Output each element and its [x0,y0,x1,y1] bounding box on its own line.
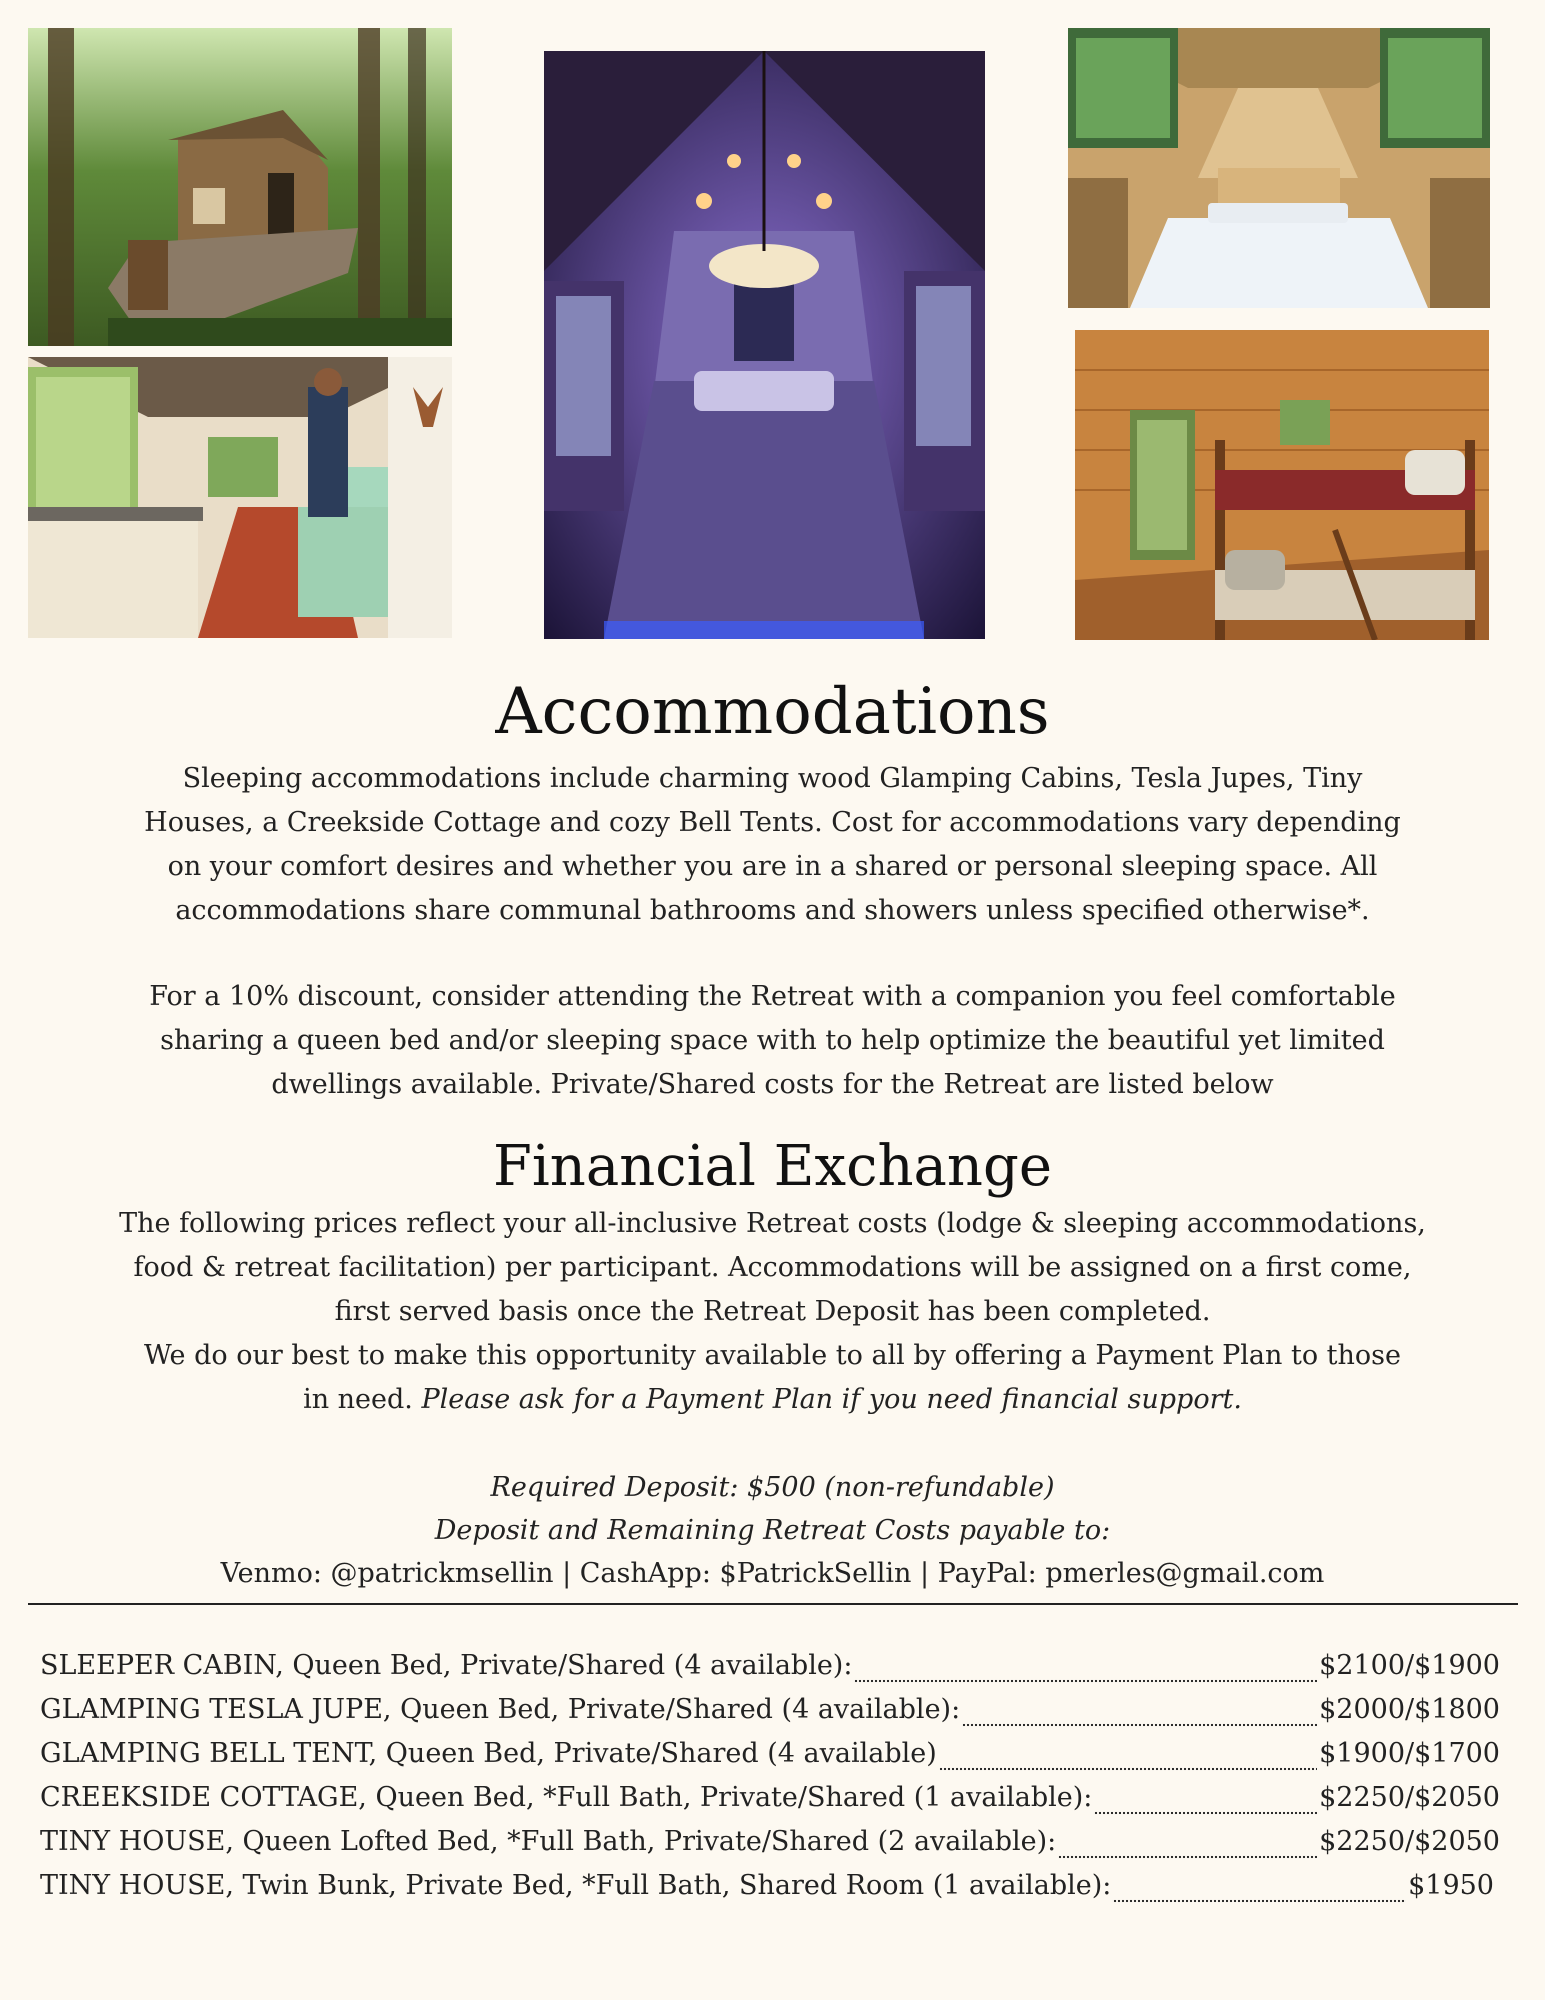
photo-loft-bedroom [544,51,985,639]
text-line-plain: in need. [303,1384,422,1415]
dot-leader [854,1679,1317,1683]
payment-plan-note: Please ask for a Payment Plan if you need financial support. [421,1384,1242,1415]
dot-leader [962,1723,1317,1727]
price-row-value: $2000/$1800 [1319,1694,1500,1725]
price-row-name: GLAMPING TESLA JUPE, Queen Bed, Private/Shared (4 available): [40,1694,961,1725]
accommodations-title: Accommodations [495,675,1050,749]
text-line: food & retreat facilitation) per participant. Accommodations will be assigned on a first come, [133,1252,1412,1283]
text-line: on your comfort desires and whether you are in a shared or personal sleeping space. All [167,851,1378,882]
dot-leader [1058,1855,1317,1859]
financial-paragraph [0,1202,1545,1422]
price-row-value: $1950 [1408,1870,1494,1901]
dot-leader [1113,1899,1406,1903]
financial-exchange-title: Financial Exchange [493,1134,1052,1199]
price-row-name: CREEKSIDE COTTAGE, Queen Bed, *Full Bath, Private/Shared (1 available): [40,1782,1093,1813]
accommodations-paragraph-1 [0,757,1545,933]
price-row [40,1782,1500,1826]
price-row-value: $2250/$2050 [1319,1782,1500,1813]
text-line: first served basis once the Retreat Deposit has been completed. [334,1296,1211,1327]
price-row [40,1826,1500,1870]
price-row [40,1870,1500,1914]
text-line: Sleeping accommodations include charming wood Glamping Cabins, Tesla Jupes, Tiny [182,763,1363,794]
price-list [40,1650,1500,1914]
price-row-name: SLEEPER CABIN, Queen Bed, Private/Shared (4 available): [40,1650,853,1681]
text-line: accommodations share communal bathrooms and showers unless specified otherwise*. [175,895,1370,926]
accommodations-paragraph-2 [0,975,1545,1107]
payable-to: Deposit and Remaining Retreat Costs payable to: [434,1515,1111,1546]
price-row [40,1650,1500,1694]
text-line: The following prices reflect your all-inclusive Retreat costs (lodge & sleeping accommodations, [119,1208,1426,1239]
payment-details [0,1466,1545,1595]
price-row [40,1738,1500,1782]
price-row [40,1694,1500,1738]
payment-methods: Venmo: @patrickmsellin | CashApp: $PatrickSellin | PayPal: pmerles@gmail.com [220,1558,1325,1589]
price-row-name: TINY HOUSE, Twin Bunk, Private Bed, *Full Bath, Shared Room (1 available): [40,1870,1112,1901]
photo-bunk-room [1075,330,1489,640]
price-row-name: GLAMPING BELL TENT, Queen Bed, Private/Shared (4 available) [40,1738,937,1769]
section-divider [28,1603,1518,1605]
photo-kitchen-interior [28,357,452,638]
price-row-value: $2250/$2050 [1319,1826,1500,1857]
text-line: For a 10% discount, consider attending the Retreat with a companion you feel comfortable [149,981,1396,1012]
text-line: Houses, a Creekside Cottage and cozy Bell Tents. Cost for accommodations vary depending [144,807,1401,838]
photo-cabin-forest [28,28,452,346]
required-deposit: Required Deposit: $500 (non-refundable) [490,1472,1055,1503]
text-line: sharing a queen bed and/or sleeping space with to help optimize the beautiful yet limited [160,1025,1385,1056]
price-row-value: $2100/$1900 [1319,1650,1500,1681]
dot-leader [939,1767,1317,1771]
photo-tent-bed [1068,28,1490,308]
price-row-name: TINY HOUSE, Queen Lofted Bed, *Full Bath, Private/Shared (2 available): [40,1826,1057,1857]
text-line: dwellings available. Private/Shared costs for the Retreat are listed below [271,1069,1274,1100]
text-line: We do our best to make this opportunity available to all by offering a Payment Plan to those [143,1340,1402,1371]
price-row-value: $1900/$1700 [1319,1738,1500,1769]
dot-leader [1094,1811,1317,1815]
text-line [0,1378,1545,1422]
